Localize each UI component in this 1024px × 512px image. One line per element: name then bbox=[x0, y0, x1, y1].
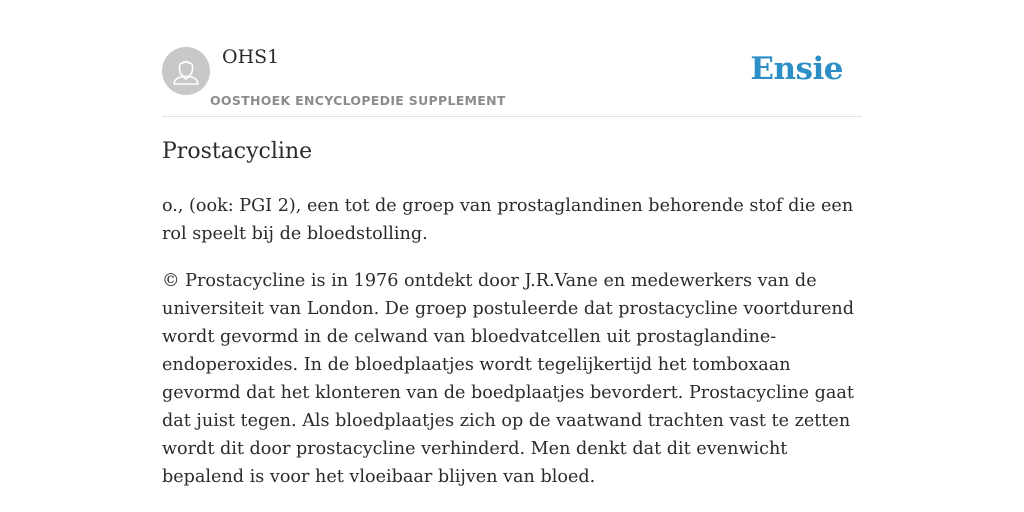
source-name[interactable]: OOSTHOEK ENCYCLOPEDIE SUPPLEMENT bbox=[210, 93, 506, 108]
article-content bbox=[162, 192, 862, 510]
article-title: Prostacycline bbox=[162, 139, 313, 164]
definition-paragraph: o., (ook: PGI 2), een tot de groep van prostaglandinen behorende stof die een rol speelt bij de bloedstolling. bbox=[162, 196, 854, 244]
user-avatar-icon bbox=[162, 47, 210, 95]
body-paragraph: © Prostacycline is in 1976 ontdekt door J.R.Vane en medewerkers van de universiteit van London. De groep postuleerde dat prostacycline voortdurend wordt gevormd in de celwand van bloedvatcellen uit prostaglandine-endoperoxides. In de bloedplaatjes wordt tegelijkertijd het tomboxaan gevormd dat het klonteren van de boedplaatjes bevordert. Prostacycline gaat dat juist tegen. Als bloedplaatjes zich op de vaatwand trachten vast te zetten wordt dit door prostacycline verhinderd. Men denkt dat dit evenwicht bepalend is voor het vloeibaar blijven van bloed. bbox=[162, 271, 854, 487]
header bbox=[162, 0, 862, 117]
page bbox=[162, 0, 862, 487]
source-code[interactable]: OHS1 bbox=[222, 46, 280, 68]
avatar[interactable] bbox=[162, 47, 210, 95]
ensie-logo[interactable]: Ensie bbox=[750, 51, 843, 87]
